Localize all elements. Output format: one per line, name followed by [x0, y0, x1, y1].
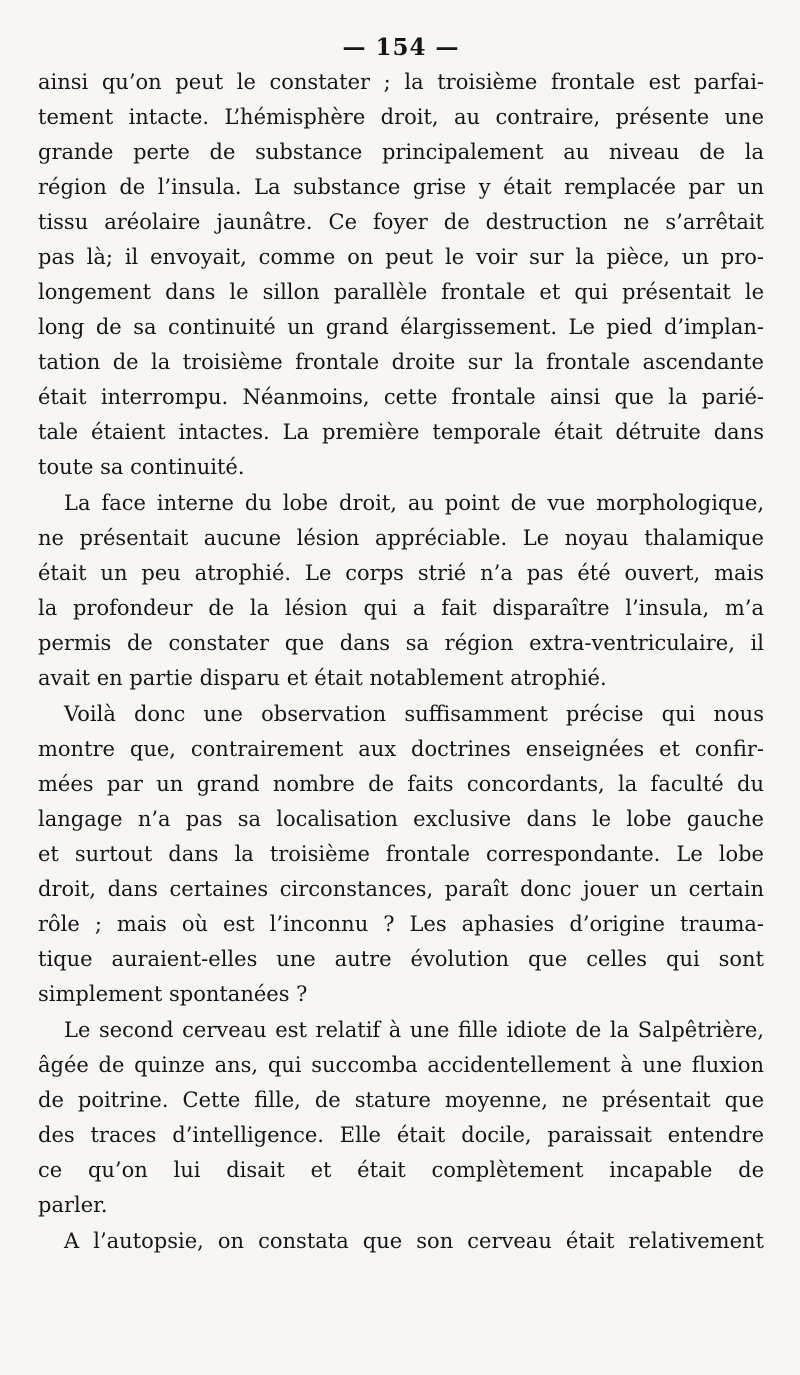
text-line: ainsi qu’on peut le constater ; la troisième frontale est parfai- — [38, 70, 764, 94]
text-line: permis de constater que dans sa région extra-ventriculaire, il — [38, 631, 764, 655]
text-line: La face interne du lobe droit, au point de vue morphologique, — [64, 491, 764, 515]
text-line: simplement spontanées ? — [38, 982, 308, 1006]
text-line: tissu aréolaire jaunâtre. Ce foyer de destruction ne s’arrêtait — [38, 210, 764, 234]
text-line: montre que, contrairement aux doctrines enseignées et confir- — [38, 737, 764, 761]
text-line: droit, dans certaines circonstances, paraît donc jouer un certain — [38, 877, 764, 901]
text-line: tique auraient-elles une autre évolution que celles qui sont — [38, 947, 764, 971]
text-line: Voilà donc une observation suffisamment précise qui nous — [64, 702, 764, 726]
text-line: des traces d’intelligence. Elle était docile, paraissait entendre — [38, 1123, 764, 1147]
text-line: de poitrine. Cette fille, de stature moyenne, ne présentait que — [38, 1088, 764, 1112]
page-number: — 154 — — [342, 34, 460, 61]
text-line: ne présentait aucune lésion appréciable. Le noyau thalamique — [38, 526, 764, 550]
text-line: tement intacte. L’hémisphère droit, au contraire, présente une — [38, 105, 764, 129]
text-line: avait en partie disparu et était notablement atrophié. — [38, 666, 607, 690]
text-line: région de l’insula. La substance grise y était remplacée par un — [38, 175, 764, 199]
text-line: la profondeur de la lésion qui a fait disparaître l’insula, m’a — [38, 596, 764, 620]
text-line: était un peu atrophié. Le corps strié n’a pas été ouvert, mais — [38, 561, 764, 585]
paragraph-4 — [38, 1013, 764, 1223]
text-line: Le second cerveau est relatif à une fille idiote de la Salpêtrière, — [64, 1018, 764, 1042]
text-line: longement dans le sillon parallèle frontale et qui présentait le — [38, 280, 764, 304]
paragraph-1 — [38, 65, 764, 485]
text-line: et surtout dans la troisième frontale correspondante. Le lobe — [38, 842, 764, 866]
text-line: A l’autopsie, on constata que son cerveau était relativement — [64, 1229, 764, 1253]
paragraph-2 — [38, 486, 764, 696]
text-line: grande perte de substance principalement au niveau de la — [38, 140, 764, 164]
text-line: tale étaient intactes. La première temporale était détruite dans — [38, 420, 764, 444]
text-line: pas là; il envoyait, comme on peut le voir sur la pièce, un pro- — [38, 245, 764, 269]
text-line: long de sa continuité un grand élargissement. Le pied d’implan- — [38, 315, 764, 339]
text-line: parler. — [38, 1193, 108, 1217]
text-line: était interrompu. Néanmoins, cette frontale ainsi que la parié- — [38, 385, 764, 409]
text-line: rôle ; mais où est l’inconnu ? Les aphasies d’origine trauma- — [38, 912, 764, 936]
paragraph-3 — [38, 697, 764, 1012]
text-line: tation de la troisième frontale droite sur la frontale ascendante — [38, 350, 764, 374]
text-line: âgée de quinze ans, qui succomba accidentellement à une fluxion — [38, 1053, 764, 1077]
text-line: langage n’a pas sa localisation exclusive dans le lobe gauche — [38, 807, 764, 831]
text-line: ce qu’on lui disait et était complètement incapable de — [38, 1158, 764, 1182]
body-text — [38, 65, 764, 1259]
text-line: mées par un grand nombre de faits concordants, la faculté du — [38, 772, 764, 796]
paragraph-5 — [38, 1224, 764, 1259]
text-line: toute sa continuité. — [38, 455, 245, 479]
